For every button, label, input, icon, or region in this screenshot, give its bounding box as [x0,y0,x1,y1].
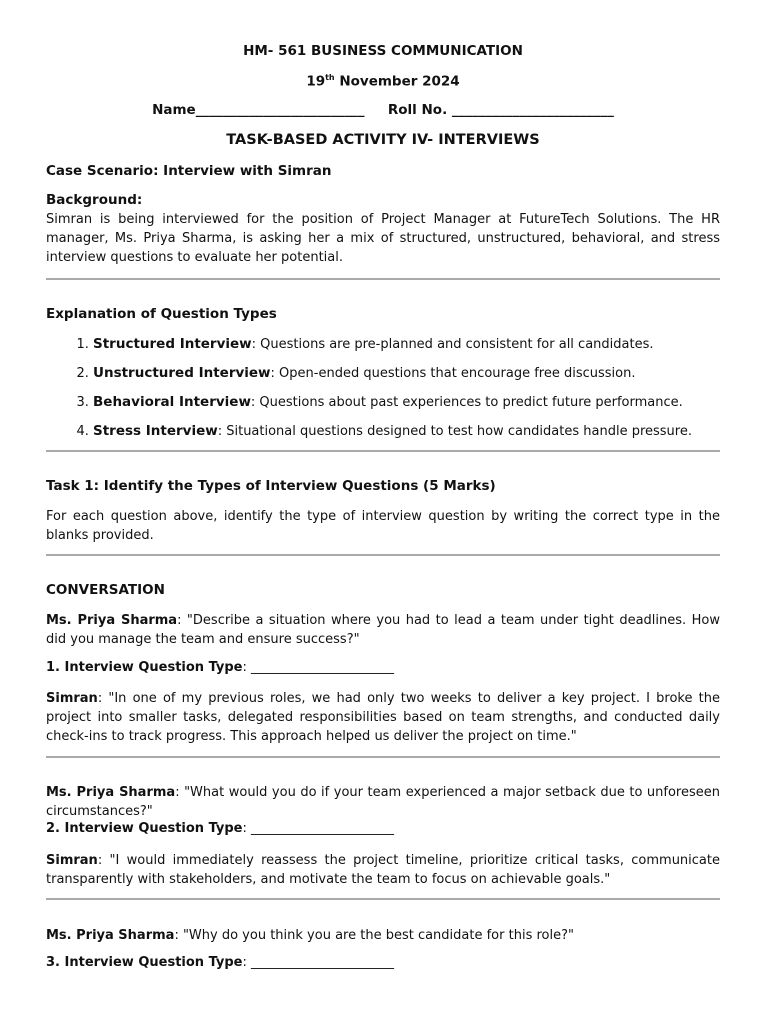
question-type-label: 3. Interview Question Type [46,955,243,970]
candidate-answer [46,689,720,746]
course-title: HM- 561 BUSINESS COMMUNICATION [243,43,523,59]
answer-text: : "I would immediately reassess the project timeline, prioritize critical tasks, communicate transparently with stakeholders, and motivate the team to focus on achievable goals." [46,853,720,887]
question-text: : "Describe a situation where you had to lead a team under tight deadlines. How did you manage the team and ensure success?" [46,613,720,647]
question-type-item [93,393,720,422]
question-text: : "Why do you think you are the best candidate for this role?" [174,928,574,943]
section-divider [46,554,720,556]
question-types-list [46,335,720,451]
question-type-desc: : Open-ended questions that encourage free discussion. [270,366,636,381]
question-type-term: Behavioral Interview [93,394,251,410]
question-type-answer-line: 1. Interview Question Type: ______________________ [46,660,395,675]
name-field[interactable]: Name_________________________ [152,102,365,118]
question-type-desc: : Questions are pre-planned and consistent for all candidates. [251,337,654,352]
background-text: Simran is being interviewed for the position of Project Manager at FutureTech Solutions. The HR manager, Ms. Priya Sharma, is asking her a mix of structured, unstructured, behavioral, and stress interview questions to evaluate her potential. [46,212,720,265]
activity-title: TASK-BASED ACTIVITY IV- INTERVIEWS [226,132,540,148]
task1-heading: Task 1: Identify the Types of Interview Questions (5 Marks) [46,478,496,494]
question-type-label: 1. Interview Question Type [46,660,243,675]
candidate-answer [46,851,720,889]
question-type-desc: : Situational questions designed to test how candidates handle pressure. [217,424,692,439]
candidate-name: Simran [46,853,98,868]
case-scenario-title: Case Scenario: Interview with Simran [46,163,332,179]
question-type-item [93,335,720,364]
candidate-name: Simran [46,691,98,706]
interviewer-name: Ms. Priya Sharma [46,928,175,943]
interviewer-question [46,611,720,649]
interviewer-name: Ms. Priya Sharma [46,785,176,800]
question-text: : "What would you do if your team experienced a major setback due to unforeseen circumstances?" [46,785,720,819]
interviewer-question [46,783,720,821]
question-type-answer-line: 3. Interview Question Type: ______________________ [46,955,395,970]
question-type-term: Structured Interview [93,336,252,352]
question-type-item [93,364,720,393]
date-suffix: th [325,73,335,82]
background-heading: Background: [46,192,143,208]
interviewer-question [46,926,720,945]
conversation-heading: CONVERSATION [46,582,165,598]
question-type-blank[interactable]: ______________________ [251,660,395,675]
question-type-blank[interactable]: ______________________ [251,821,395,836]
section-divider [46,278,720,280]
section-divider [46,898,720,900]
question-type-item [93,422,720,451]
question-type-answer-line: 2. Interview Question Type: ______________________ [46,821,395,836]
explanation-heading: Explanation of Question Types [46,306,277,322]
question-type-desc: : Questions about past experiences to predict future performance. [250,395,683,410]
question-type-label: 2. Interview Question Type [46,821,243,836]
date-day: 19 [306,73,326,90]
answer-text: : "In one of my previous roles, we had only two weeks to deliver a key project. I broke the project into smaller tasks, delegated responsibilities based on team strengths, and conducted daily check-ins to track progress. This approach helped us deliver the project on time." [46,691,720,744]
task1-instructions: For each question above, identify the type of interview question by writing the correct type in the blanks provided. [46,509,720,543]
roll-number-field[interactable]: Roll No. ________________________ [387,102,614,118]
section-divider [46,756,720,758]
document-date [46,73,720,90]
question-type-term: Unstructured Interview [93,365,271,381]
section-divider [46,450,720,452]
question-type-blank[interactable]: ______________________ [251,955,395,970]
date-rest: November 2024 [334,73,460,90]
name-roll-line [46,102,720,118]
interviewer-name: Ms. Priya Sharma [46,613,178,628]
question-type-term: Stress Interview [93,423,218,439]
